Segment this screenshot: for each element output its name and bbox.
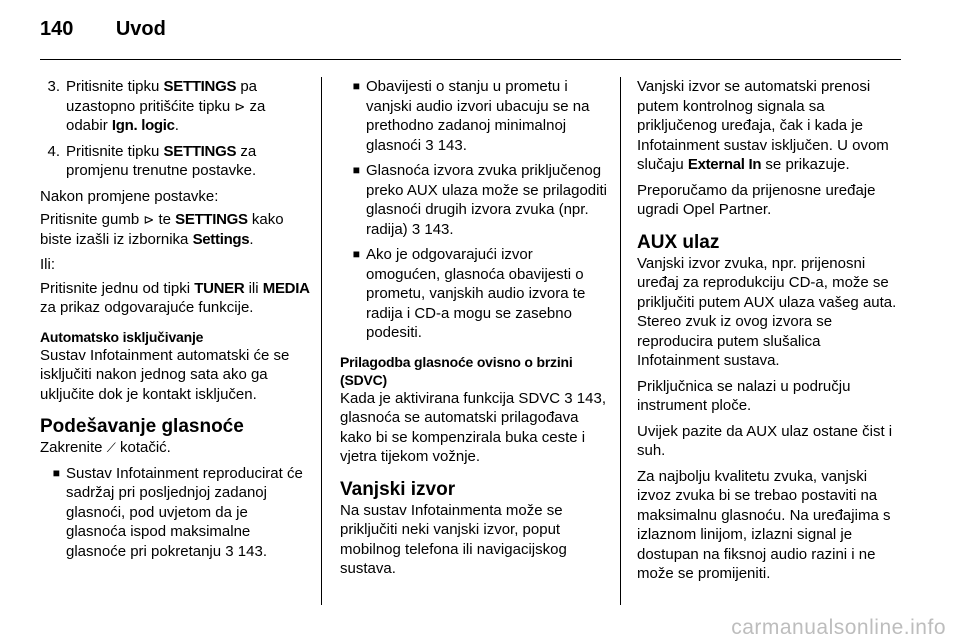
page-title: Uvod <box>115 18 166 40</box>
text: kotačić. <box>115 439 171 456</box>
settings-key-label: SETTINGS <box>163 142 237 160</box>
media-key-label: MEDIA <box>262 279 310 297</box>
text: . <box>249 230 254 248</box>
text: pa uzastopno pritišćite tipku <box>66 78 258 115</box>
list-item-step-3 <box>40 77 310 136</box>
column-divider-2 <box>620 77 621 605</box>
text: Sustav Infotainment reproducirat će sadržaj pri posljednjoj zadanoj glasnoći, pod uvjetom da je glasnoća ispod maksimalne glasnoće pri pokretanju <box>66 464 303 560</box>
column-1 <box>40 77 310 567</box>
list-item-step-4 <box>40 142 310 181</box>
heading-aux-input: AUX ulaz <box>637 231 720 253</box>
text: Obavijesti o stanju u prometu i vanjski audio izvori ubacuju se na prethodno zadanoj minimalnoj glasnoći <box>366 78 590 154</box>
text: Pritisnite jednu od tipki <box>40 279 195 297</box>
text: se prikazuje. <box>761 156 850 173</box>
paragraph-after-change: Nakon promjene postavke: <box>40 187 219 205</box>
page-reference-link[interactable]: 3 143 <box>564 389 602 407</box>
step-text <box>66 77 310 136</box>
volume-knob-icon: ⟋ <box>106 440 116 455</box>
heading-auto-off: Automatsko isključivanje <box>40 328 204 345</box>
list-item-bullet <box>340 77 608 155</box>
paragraph-keep-clean: Uvijek pazite da AUX ulaz ostane čist i suh. <box>637 422 893 459</box>
page-reference-link[interactable]: 3 143 <box>425 136 463 154</box>
paragraph-tuner-media <box>40 279 310 318</box>
bullet-text <box>366 77 608 155</box>
paragraph-socket-location: Priključnica se nalazi u području instrument ploče. <box>637 377 851 414</box>
text: . <box>462 136 467 154</box>
watermark: carmanualsonline.info <box>731 616 946 639</box>
paragraph-exit-menu <box>40 210 310 249</box>
settings-key-label: SETTINGS <box>175 211 248 228</box>
text: za odabir <box>66 97 266 134</box>
text: Pritisnite gumb <box>40 211 144 228</box>
paragraph-sound-quality: Za najbolju kvalitetu zvuka, vanjski izvoz zvuka bi se trebao postaviti na maksimalnu glasnoću. Na uređajima s izlaznom linijom, izlazni signal je dostupan na fiksnoj audio razini i ne može se promijeniti. <box>637 467 891 582</box>
bullet-icon: ■ <box>352 79 360 93</box>
step-text <box>66 142 310 181</box>
page-number: 140 <box>40 18 74 40</box>
paragraph-aux-desc: Vanjski izvor zvuka, npr. prijenosni uređaj za reprodukciju CD-a, može se priključiti putem AUX ulaza vašeg auta. Stereo zvuk iz ovog izvora se reproducira putem slušalica Infotainment sustava. <box>637 254 897 369</box>
heading-sdvc: Prilagodba glasnoće ovisno o brzini (SDVC) <box>340 353 573 388</box>
next-arrow-icon: ⊳ <box>234 98 246 114</box>
text: te <box>154 211 176 228</box>
settings-menu-label: Settings <box>192 230 250 248</box>
list-item-bullet <box>40 464 310 562</box>
ign-logic-label: Ign. logic <box>111 117 175 134</box>
text: za prikaz odgovarajuće funkcije. <box>40 299 254 316</box>
paragraph-or: Ili: <box>40 256 55 273</box>
text: Glasnoća izvora zvuka priključenog preko AUX ulaza može se prilagoditi glasnoći drugih izvora zvuka (npr. radija) <box>366 162 607 238</box>
text: Pritisnite tipku <box>66 142 164 160</box>
external-in-label: External In <box>687 156 762 173</box>
paragraph-sdvc <box>340 389 608 467</box>
list-item-bullet <box>340 245 608 343</box>
bullet-icon: ■ <box>52 465 60 480</box>
column-2 <box>340 77 608 585</box>
header-rule <box>40 59 901 60</box>
text: za promjenu trenutne postavke. <box>66 142 257 179</box>
paragraph-auto-transfer <box>637 77 905 175</box>
page-reference-link[interactable]: 3 143 <box>411 220 450 238</box>
text: . <box>262 542 267 560</box>
bullet-icon: ■ <box>352 247 360 261</box>
text: . <box>174 117 179 134</box>
bullet-text: Ako je odgovarajući izvor omogućen, glasnoća obavijesti o prometu, vanjskih audio izvora te radija i CD-a mogu se zasebno podesiti. <box>366 246 586 341</box>
step-number: 4. <box>47 142 60 160</box>
text: Pritisnite tipku <box>66 78 164 95</box>
text: Zakrenite <box>40 439 107 456</box>
bullet-text <box>66 464 310 562</box>
heading-volume: Podešavanje glasnoće <box>40 416 244 437</box>
column-divider-1 <box>321 77 322 605</box>
tuner-key-label: TUNER <box>194 279 245 297</box>
page-header <box>40 18 166 48</box>
text: . <box>449 220 454 238</box>
next-arrow-icon: ⊳ <box>143 212 155 227</box>
text: ili <box>244 279 263 297</box>
step-number: 3. <box>47 78 60 95</box>
settings-key-label: SETTINGS <box>163 78 237 95</box>
bullet-text <box>366 161 608 239</box>
text: , glasnoća se automatski prilagođava kako bi se kompenzirala buka ceste i vjetra tijekom vožnje. <box>340 389 606 465</box>
heading-external-source: Vanjski izvor <box>340 478 456 500</box>
paragraph-recommendation: Preporučamo da prijenosne uređaje ugradi Opel Partner. <box>637 181 876 218</box>
page-reference-link[interactable]: 3 143 <box>225 542 263 560</box>
text: kako biste izašli iz izbornika <box>40 211 284 248</box>
text: Kada je aktivirana funkcija SDVC <box>340 389 565 407</box>
paragraph-external-source: Na sustav Infotainmenta može se priključiti neki vanjski izvor, poput mobilnog telefona ili navigacijskog sustava. <box>340 501 567 577</box>
text: Vanjski izvor se automatski prenosi putem kontrolnog signala sa priključenog uređaja, čak i kada je Infotainment sustav isključen. U ovom slučaju <box>637 78 889 173</box>
bullet-icon: ■ <box>352 163 360 177</box>
paragraph-auto-off: Sustav Infotainment automatski će se isključiti nakon jednog sata ako ga uključite dok je kontakt isključen. <box>40 346 290 403</box>
list-item-bullet <box>340 161 608 239</box>
column-3 <box>637 77 905 590</box>
paragraph-turn-knob <box>40 438 310 458</box>
